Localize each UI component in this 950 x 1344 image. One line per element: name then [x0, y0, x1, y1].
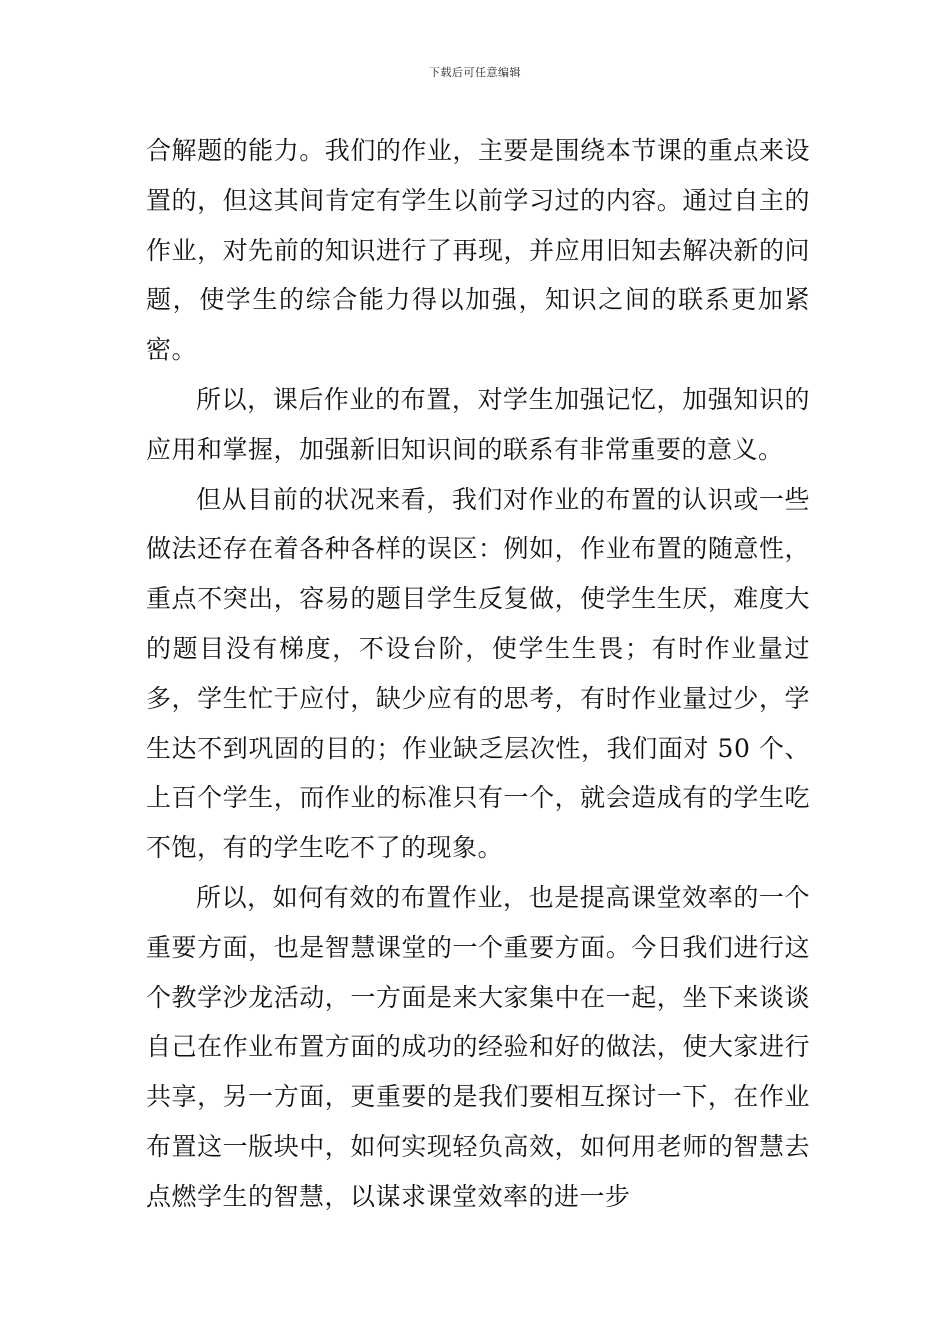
paragraph-2: 所以，课后作业的布置，对学生加强记忆，加强知识的应用和掌握，加强新旧知识间的联系有非常重要的意义。	[146, 384, 810, 464]
paragraph-3: 但从目前的状况来看，我们对作业的布置的认识或一些做法还存在着各种各样的误区：例如，作业布置的随意性，重点不突出，容易的题目学生反复做，使学生生厌，难度大的题目没有梯度，不设台阶，使学生生畏；有时作业量过多，学生忙于应付，缺少应有的思考，有时作业量过少，学生达不到巩固的目的；作业缺乏层次性，我们面对 50 个、上百个学生，而作业的标准只有一个，就会造成有的学生吃不饱，有的学生吃不了的现象。	[146, 484, 810, 863]
paragraph-1: 合解题的能力。我们的作业，主要是围绕本节课的重点来设置的，但这其间肯定有学生以前学习过的内容。通过自主的作业，对先前的知识进行了再现，并应用旧知去解决新的问题，使学生的综合能力得以加强，知识之间的联系更加紧密。	[146, 136, 810, 365]
page-header-note: 下载后可任意编辑	[429, 66, 521, 79]
document-body	[146, 126, 810, 1222]
paragraph-4: 所以，如何有效的布置作业，也是提高课堂效率的一个重要方面，也是智慧课堂的一个重要方面。今日我们进行这个教学沙龙活动，一方面是来大家集中在一起，坐下来谈谈自己在作业布置方面的成功的经验和好的做法，使大家进行共享，另一方面，更重要的是我们要相互探讨一下，在作业布置这一版块中，如何实现轻负高效，如何用老师的智慧去点燃学生的智慧，以谋求课堂效率的进一步	[146, 882, 810, 1211]
